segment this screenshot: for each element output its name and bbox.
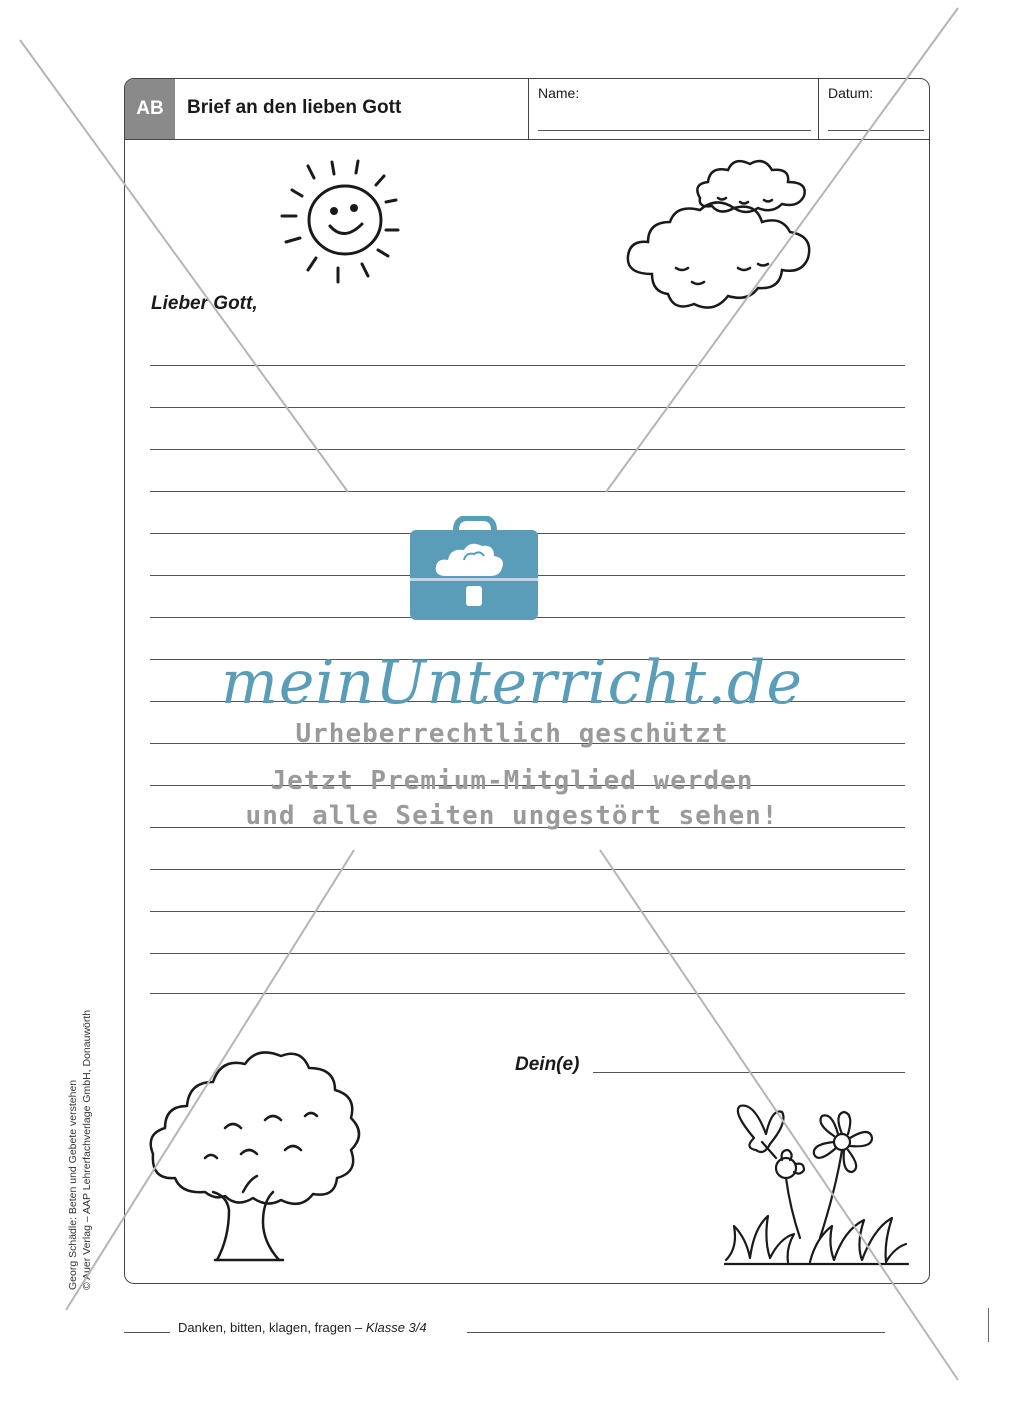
name-field[interactable] (528, 79, 819, 139)
watermark-line-1: Urheberrechtlich geschützt (295, 719, 729, 749)
watermark-line-2: Jetzt Premium-Mitglied werden (270, 766, 754, 796)
credit-line-author: Georg Schädle: Beten und Gebete verstehen (67, 1079, 79, 1290)
briefcase-cloud-icon (408, 516, 540, 622)
date-label: Datum: (828, 85, 874, 101)
footer-rule-right (467, 1332, 885, 1333)
tree-icon (145, 1042, 375, 1267)
clouds-icon (622, 152, 818, 322)
ab-badge: AB (125, 79, 175, 139)
writing-line[interactable] (150, 365, 905, 366)
footer-text (178, 1320, 427, 1335)
letter-signoff: Dein(e) (515, 1054, 580, 1075)
flower-butterfly-icon (724, 1098, 910, 1270)
writing-line[interactable] (150, 491, 905, 492)
date-field[interactable] (818, 79, 930, 139)
writing-line[interactable] (150, 869, 905, 870)
writing-line[interactable] (150, 407, 905, 408)
worksheet-title: Brief an den lieben Gott (187, 97, 402, 118)
letter-greeting: Lieber Gott, (151, 293, 258, 314)
name-write-line[interactable] (538, 130, 811, 131)
credit-line-publisher: © Auer Verlag – AAP Lehrerfachverlage GmbH, Donauwörth (81, 1009, 93, 1290)
writing-line[interactable] (150, 953, 905, 954)
watermark-brand: meinUnterricht.de (221, 648, 803, 718)
worksheet-header (125, 79, 929, 140)
footer-rule-left (124, 1332, 170, 1333)
writing-line[interactable] (150, 449, 905, 450)
date-write-line[interactable] (828, 130, 924, 131)
margin-mark (988, 1308, 989, 1342)
watermark-line-3: und alle Seiten ungestört sehen! (245, 801, 779, 831)
sun-icon (278, 158, 418, 288)
writing-line[interactable] (150, 993, 905, 994)
footer-grade: Klasse 3/4 (365, 1320, 427, 1335)
signature-line[interactable] (593, 1072, 905, 1073)
name-label: Name: (538, 85, 580, 101)
footer-title: Danken, bitten, klagen, fragen – (178, 1320, 366, 1335)
writing-line[interactable] (150, 911, 905, 912)
side-credits (66, 1010, 94, 1290)
